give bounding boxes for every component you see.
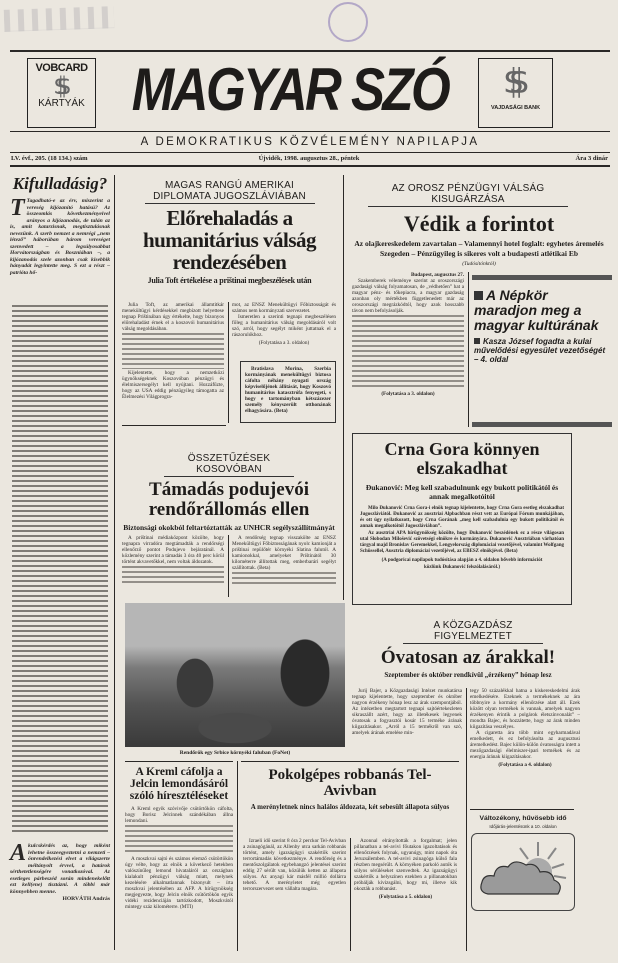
paragraph: Izraeli idő szerint 8 óra 2 perckor Tel-Avivban a zsinagógánál, az Allenby utca sarkán robbanás történt, amely igazságügyi szakértők szerint terrortámadás következménye. A rendőrség és a mentőszolgálatok egybehangzó jelentései szerint eddig 27 sérült van, közülük ketten az állapota súlyos. Az anyagi kár másfél millió dollárra tehető. A merényletet még egyetlen terrorszervezet sem vállalta magára.: [243, 838, 346, 892]
paragraph: A prištinai médiaközpont közölte, hogy tegnapra virradóra megtámadták a rendőrségi ellenőrző pontot Podujevo bejáratánál. A közlemény szerint a támadás 3 óra 40 perc körül történt akvavetőkkel, nem voltak áldozatok.: [122, 535, 224, 565]
editorial-body-text: [12, 305, 108, 835]
continued-note: (Folytatása a 3. oldalon): [258, 340, 310, 346]
telaviv-body-right: [354, 838, 457, 900]
photo-caption: Rendőrök egy Srbice környéki faluban (FoNet): [179, 750, 291, 756]
masthead-title: MAGYAR SZÓ: [131, 56, 449, 123]
kremlin-headline: A Kreml cáfolja a Jelcin lemondásáról szóló híresztéléseket: [129, 766, 229, 803]
paragraph: Szakemberek véleménye szerint az oroszországi gazdasági válság folyamatosan, de „védhetően” hat a magyar pénz- és tőkepiacra, a magyar gazdaság azonban oly mértékben függetlenedett már az oroszországi megrázkódtól, hogy azok hosszabb távon nem befolyásolják.: [352, 278, 464, 314]
economist-story: [348, 620, 610, 680]
nepkor-box: [472, 275, 612, 427]
handwritten-note: [4, 6, 115, 32]
weather-sub: Időjárás-jelentésünk a 10. oldalon: [489, 824, 557, 829]
forint-kicker: AZ OROSZ PÉNZÜGYI VÁLSÁG KISUGÁRZÁSA: [368, 183, 568, 207]
drop-cap: T: [10, 195, 25, 221]
paragraph: Ismeretlen a szerinti tegnapi megbeszélésen főleg a humanitárius válság megoldásáról volt szó, arról, hogy segélyt miként juttatnak el a rászorulókhoz.: [232, 314, 336, 338]
tagline-rule: [10, 152, 610, 153]
paragraph: Julia Toft, az amerikai államtitkár menekültügyi kérdésekkel megbízott helyettese tegnap Prištinában úgy értékelte, hogy bizonyos előrehaladást érnek el a koszovói humanitárius válság megoldásában.: [122, 302, 224, 332]
kosovo-subhead: Biztonsági okokból feltartóztatták az UNHCR segélyszállítmányát: [123, 522, 335, 532]
box-text: Bratislava Morina, Szerbia kormányának menekültügyi biztosa cáfolta néhány nyugati ország képviselőjének állítását, hogy Koszovó humanitárius katasztrófa fenyegeti, s hogy e tartományban kétszázezer személy kényszerült otthonának elhagyására. (Beta): [245, 366, 331, 414]
telaviv-body-left: [243, 838, 346, 892]
forint-subhead: Az olajkereskedelem zavartalan – Valamennyi hotel foglalt: egyhetes áremelés Szegeden – Pénzügyileg is sikeres volt a budapesti atlétikai Eb: [354, 239, 604, 258]
economist-headline: Óvatosan az árakkal!: [380, 647, 556, 668]
section-rule: [470, 809, 574, 810]
column-divider: [350, 838, 351, 951]
kartyak-label: KÁRTYÁK: [38, 98, 85, 109]
editorial-lead-text: Tagadható-e az érv, miszerint a vereség kijózanító hatású? Az összeomlás következményeivel arányos a kijózanodás, de talán az is, amit katarzisnak, megtisztulásnak nevezünk. A szerb nemzet a nemrégi „nem létező” háborúban három vereséget szenvedett – a legsúlyosabbat Horvátországban és Boszniában –, a kijózanodás szele azonban csak kisebbik hányadát legyintette meg. S ezt a részt – patrióta hő-: [10, 198, 110, 276]
column-divider: [237, 761, 238, 951]
telaviv-story: [241, 768, 459, 811]
section-rule: [125, 761, 233, 762]
forint-headline: Védik a forintot: [403, 211, 555, 236]
forint-story: [348, 183, 610, 267]
forint-body: [352, 272, 464, 397]
footnote: (A podgoricai napilapok tudósítása alapján a 4. oldalon bővebb információt közlünk Đukanović felszólalásáról.): [381, 558, 543, 570]
section-rule: [241, 761, 459, 762]
paragraph: Milo Đukanović Crna Gora-i elnök tegnap kijelentette, hogy Crna Gora esetleg elszakadhat Jugoszláviától. Đukanović az ausztriai Alpbachban részt vett az Európai Fórum munkájában, és ott úgy nyilatkozott, hogy Crna Gorának „meg kell szabadulnia egy bukott politikától és annak megalkotóitól Jugoszláviában”.: [360, 505, 564, 530]
crna-gora-subhead: Đukanović: Meg kell szabadulnunk egy bukott politikától és annak megalkotóitól: [365, 482, 559, 501]
top-story-body-right: [232, 302, 336, 346]
bullet-square-icon: [474, 338, 480, 344]
body-text-lines: [352, 315, 464, 390]
vobcard-label: VOBCARD: [35, 62, 88, 74]
drop-cap: A: [10, 840, 27, 866]
paragraph: Kijelentette, hogy a nemzetközi ügynökségeknek Koszovóban pénzügyi és élelmiszersegélyt kell nyújtani. Hozzáfűzte, hogy az USA eddig pénzügyileg támogatta az Élelmezési Világprogra-: [122, 370, 224, 400]
column-divider: [343, 175, 344, 600]
crna-gora-body: [360, 506, 564, 571]
kosovo-body-right: [232, 535, 336, 584]
police-photo: [125, 603, 345, 747]
nepkor-headline: [474, 288, 610, 333]
body-text-lines: [122, 333, 224, 369]
library-stamp: [328, 2, 368, 42]
bank-logo-icon: $$: [53, 72, 60, 100]
paragraph: Azonnal elrányították a forgalmat; jelen pillanatban a tel-avivi főutakon igazoltatások és ellenőrzések folynak, ugyanúgy, mint napok óta Jeruzsálemben. A tel-avivi zsinagóga külső fala részben megsérült. A környéken parkoló autók is súlyos sérüléseket szenvedtek. Az igazságügyi szakértők a helyszínen ezekben a pillanatokban próbálják kivizsgálni, hogy mi, illetve kik okozták a robbanást.: [354, 838, 457, 892]
paragraph: Az ausztriai APA hírügynökség közölte, hogy Đukanović beszédének ez a része világosan utal Slobodan Milošević szövetségi elnökre és kormányára. Đukanović Ausztriában várhatóan tárgyal majd Bronislav Geremekkel, Lengyelország diplomáciai vezetőjével, valamint Wolfgang Schüssellel, Ausztria diplomáciai vezetőjével, az EBESZ elnökjével. (Beta): [360, 530, 564, 555]
paragraph: tegy 50 százalékkal hatna a kiskereskedelmi árak emelkedésére. Ezeknek a termékeknek az ára többnyire a kormány ellenőrzése alatt áll. Ezek között olyan termékek is vannak, amelyek nagyon érzékenyen érintik a polgárok életszínvonalát” – mondta Bajec, és hozzátette, hogy az árak minden kiigazítása veszélyes.: [470, 688, 580, 730]
forint-dateline: Budapest, augusztus 27.: [410, 272, 464, 278]
kosovo-story: [118, 453, 340, 532]
issue-number: LV. évf., 205. (18 134.) szám: [11, 155, 88, 162]
kremlin-body: [125, 806, 233, 910]
column-divider: [114, 175, 115, 950]
body-text-lines: [232, 572, 336, 584]
top-story-body-left: [122, 302, 224, 400]
weather-box: [468, 815, 578, 911]
paragraph: A rendőrség tegnap visszakölte az ENSZ Menekültügyi Főbiztosságának nyolc kamionját a prištinai repülőtér környéki Slatina falutól. A kamionokkal, amelyeket Prištinától 30 kilométerre állítottak meg, emberbarári segélyt szállítottak. (Beta): [232, 535, 336, 571]
body-text-lines: [125, 825, 233, 855]
paragraph: mot, az ENSZ Menekültügyi Főbiztosságát és számos nem kormányzati szervezetet.: [232, 302, 336, 314]
paragraph: Jurij Bajer, a Közgazdasági Intézet munkatársa tegnap kijelentette, hogy szeptember és október nagyon érzékeny hónap lesz az árak szempontjából. Az intézetben megtartott tegnapi sajtóértekezleten sikraszállt azért, hogy az illetékesek legyenek óvatosak a fogyasztói kosár 15 terméke árának kiigazításakor. „Arról a 15 termékről van szó, amelyek árának emelése min-: [352, 688, 462, 736]
bratislava-box: [240, 361, 336, 423]
economist-kicker: A KÖZGAZDÁSZ FIGYELMEZTET: [403, 620, 543, 644]
kosovo-body-left: [122, 535, 224, 584]
nepkor-sub-text: Kasza József fogadta a kulai művelődési egyesület vezetőségét – 4. oldal: [474, 337, 606, 364]
weather-headline: Változékony, hűvösebb idő: [479, 815, 567, 822]
column-divider: [228, 535, 229, 597]
telaviv-subhead: A merényletnek nincs halálos áldozata, két sebesült állapota súlyos: [250, 802, 450, 811]
editorial-column: [10, 174, 110, 276]
paragraph: A cigaretta ára több mint egyharmadával emelkedett, és ez befolyásolta az augusztusi áremelkedést. Bajec külön-külön óvatosságra intett a mezőgazdasági élelmiszer-ipari termékek és az energia árának kiigazításakor.: [470, 730, 580, 760]
top-story: [117, 180, 342, 285]
column-divider: [466, 688, 467, 951]
sun-behind-cloud-icon: [471, 833, 575, 911]
masthead-rule: [10, 131, 610, 132]
forint-source: (Tudósítónktól): [462, 261, 496, 268]
nepkor-sub: [474, 337, 610, 364]
nepkor-headline-text: A Népkör maradjon meg a magyar kultúrának: [474, 287, 599, 333]
paragraph: A moszkvai sajtó és számos elemző csütörtökön úgy vélte, hogy az elnök a következő hetekben valószínűleg lemond hivataláról az országban kialakult pénzügyi válság miatt, melynek kezelésére alkalmatlannak bizonyult – írta moszkvai jelentésében az AFP. A hírügynökség megjegyezte, hogy Jelcin elnök csütörtökön egyik vidéki rezidenciáján tartózkodott, Moszkvától mintegy száz kilométerre. (MTI): [125, 856, 233, 911]
continued-note: (Folytatása a 4. oldalon): [498, 762, 552, 768]
paragraph: A Kreml egyik szóvivője csütörtökön cáfolta, hogy Borisz Jelcinnek szándékában állna lemondani.: [125, 806, 233, 825]
crna-gora-box: [352, 433, 572, 605]
crna-gora-headline: Crna Gora könnyen elszakadhat: [384, 439, 540, 478]
dateline: Újvidék, 1998. augusztus 28., péntek: [258, 155, 360, 162]
bank-name: VAJDASÁGI BANK: [490, 105, 541, 111]
vajdasagi-bank-ad: [478, 58, 553, 128]
dateline-rule: [10, 165, 610, 167]
telaviv-headline: Pokolgépes robbanás Tel-Avivban: [268, 767, 432, 799]
kosovo-headline: Támadás podujevói rendőrállomás ellen: [148, 479, 310, 520]
editorial-closing-text: kulcskérdés az, hogy miként lehetne összeegyeztetni a nemzeti – önrendelkezési elvet a világszerte méltányolt érvvel, a határok sérthetetlenségére vonatkozóval. Az esetleges párbeszéd során mindenekelőtt ezt kell(ene) tisztázni. A többi már könnyebben menne.: [10, 843, 110, 895]
vobcard-ad: [27, 58, 96, 128]
editorial-author: HORVÁTH András: [62, 896, 110, 902]
top-story-headline: Előrehaladás a humanitárius válság rendezésében: [142, 206, 317, 275]
continued-note: (Folytatása a 5. oldalon): [378, 894, 433, 900]
price: Ára 3 dinár: [575, 155, 608, 162]
economist-subhead: Szeptember és október rendkívül „érzékeny” hónap lesz: [384, 670, 552, 679]
column-divider: [468, 272, 469, 427]
economist-body-right: [470, 688, 580, 768]
top-story-subhead: Julia Toft értékelése a prištinai megbeszélések után: [147, 276, 312, 286]
editorial-lead: [10, 195, 110, 276]
editorial-closing: [10, 840, 110, 903]
kremlin-story: [125, 766, 233, 910]
section-rule: [122, 425, 226, 426]
tagline: A DEMOKRATIKUS KÖZVÉLEMÉNY NAPILAPJA: [140, 136, 480, 148]
column-divider: [228, 302, 229, 423]
bullet-square-icon: [474, 291, 483, 300]
top-story-kicker: MAGAS RANGÚ AMERIKAI DIPLOMATA JUGOSZLÁVIÁBAN: [145, 180, 315, 204]
bank-logo-icon: $$: [502, 62, 515, 102]
editorial-title: Kifulladásig?: [12, 174, 108, 193]
continued-note: (Folytatása a 3. oldalon): [381, 391, 435, 397]
body-text-lines: [122, 566, 224, 584]
economist-body-left: [352, 688, 462, 736]
kosovo-kicker: ÖSSZETŰZÉSEK KOSOVÓBAN: [164, 453, 294, 477]
